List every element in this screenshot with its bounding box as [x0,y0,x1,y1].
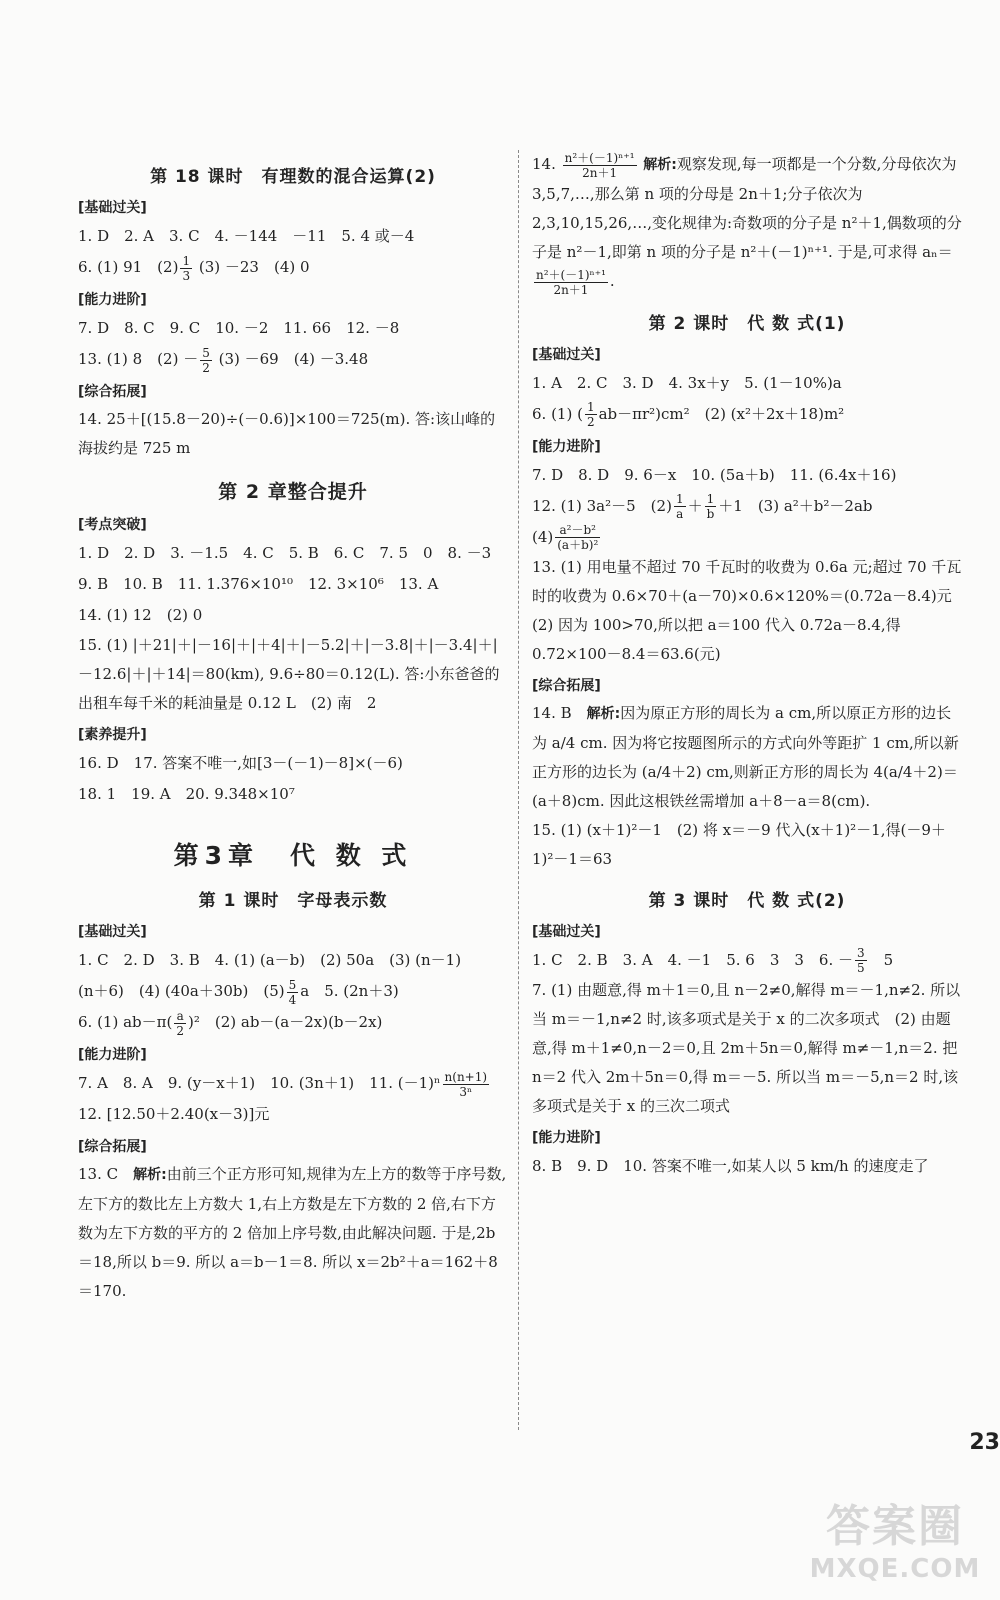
lesson-1-title: 第 1 课时 字母表示数 [198,891,388,911]
answer-line: 6. (1) ( $\frac{1}{2}$ ab－πr²)cm² (2) (x²＋2x＋18)m² [532,400,845,429]
section-basic: [基础过关] [532,923,601,940]
section-basic: [基础过关] [532,346,601,363]
section-extension: [综合拓展] [78,384,147,400]
chapter-3-title: 第3章 代 数 式 [173,841,413,870]
answer-paragraph: 15. (1) |＋21|＋|－16|＋|＋4|＋|－5.2|＋|－3.8|＋|－3.4|＋|－12.6|＋|＋14|＝80(km), 9.6÷80＝0.12(L). 答:小东爸爸的出租车每千米的耗油量是 0.12 L (2) 南 2 [78,636,500,712]
left-column [78,150,508,1306]
answer-line: 1. A 2. C 3. D 4. 3x＋y 5. (1－10%)a [532,373,842,392]
fraction: $\frac{1}{3}$ [182,253,191,283]
answer-line: 1. D 2. A 3. C 4. －144 －11 5. 4 或－4 [78,227,415,245]
answer-paragraph: 14. $\frac{\text{n²＋(－1)ⁿ⁺¹}}{2n+1}$ 解析:观察发现,每一项都是一个分数,分母依次为 3,5,7,…,那么第 n 项的分母是 2n＋1;分子依次为 2,3,10,15,26,…,变化规律为:奇数项的分子是 n²＋1,偶数项的分子是 n²－1,即第 n 项的分子是 n²＋(－1)ⁿ⁺¹. 于是,可求得 aₙ＝ $\frac{\text{n²＋(－1)ⁿ⁺¹}}{2n+1}$ . [532,150,962,297]
fraction: $\frac{a}{2}$ [176,1008,184,1038]
page-number: 23 [969,1430,1000,1455]
section-extension: [综合拓展] [78,1139,147,1155]
answer-line: (n＋6) (4) (40a＋30b) (5) $\frac{5}{4}$ a 5. (2n＋3) [78,977,399,1007]
answer-paragraph: 13. (1) 用电量不超过 70 千瓦时的收费为 0.6a 元;超过 70 千瓦时的收费为 0.6×70＋(a－70)×0.6×120%＝(0.72a－8.4)元 (2) 因为 100>70,所以把 a＝100 代入 0.72a－8.4,得 0.72×100－8.4＝63.6(元) [532,557,967,663]
lesson-2-title: 第 2 课时 代 数 式(1) [648,313,846,334]
answer-line: 8. B 9. D 10. 答案不唯一,如某人以 5 km/h 的速度走了 [532,1156,929,1175]
answer-line: 1. D 2. D 3. －1.5 4. C 5. B 6. C 7. 5 0 8. －3 [78,544,492,562]
fraction: $\frac{5}{2}$ [202,345,210,375]
answer-paragraph: 14. B 解析:因为原正方形的周长为 a cm,所以原正方形的边长为 a/4 cm. 因为将它按题图所示的方式向外等距扩 1 cm,所以新正方形的边长为 (a/4＋2) cm,则新正方形的周长为 4(a/4＋2)＝(a＋8)cm. 因此这根铁丝需增加 a＋8－a＝8(cm). [532,703,959,810]
column-divider [518,150,519,1430]
lesson-3-title: 第 3 课时 代 数 式(2) [648,890,846,911]
fraction: $\frac{\text{a²－b²}}{\text{(a＋b)²}}$ [557,523,599,552]
fraction: $\frac{5}{4}$ [288,977,297,1007]
section-advanced: [能力进阶] [532,438,601,455]
answer-line: 13. (1) 8 (2) － $\frac{5}{2}$ (3) －69 (4) －3.48 [78,345,369,375]
answer-line: 14. (1) 12 (2) 0 [78,606,203,624]
answer-paragraph: 7. (1) 由题意,得 m＋1＝0,且 n－2≠0,解得 m＝－1,n≠2. 所以当 m＝－1,n≠2 时,该多项式是关于 x 的二次多项式 (2) 由题意,得 m＋1≠0,n－2＝0,且 2m＋5n＝0,解得 m≠－1,n＝2. 把 n＝2 代入 2m＋5n＝0,得 m＝－5. 所以当 m＝－5,n＝2 时,该多项式是关于 x 的三次二项式 [532,980,961,1115]
section-basic: [基础过关] [78,200,147,216]
right-column [532,150,967,1182]
answer-line: 1. C 2. B 3. A 4. －1 5. 6 3 3 6. － $\frac{3}{5}$ 5 [532,946,894,975]
section-advanced: [能力进阶] [532,1129,601,1146]
answer-line: 12. (1) 3a²－5 (2) $\frac{1}{a}$ ＋ $\frac{1}{b}$ ＋1 (3) a²＋b²－2ab [532,492,873,521]
fraction: $\frac{n(n+1)}{\text{3ⁿ}}$ [444,1069,488,1099]
answer-paragraph: 14. 25＋[(15.8－20)÷(－0.6)]×100＝725(m). 答:该山峰的海拔约是 725 m [78,410,496,457]
fraction: $\frac{3}{5}$ [857,946,865,975]
answer-line: 1. C 2. D 3. B 4. (1) (a－b) (2) 50a (3) (n－1) [78,951,462,969]
answer-line: 6. (1) 91 (2) $\frac{1}{3}$ (3) －23 (4) 0 [78,253,310,283]
answer-line: 6. (1) ab－π( $\frac{a}{2}$ )² (2) ab－(a－2x)(b－2x) [78,1008,383,1038]
section-basic: [基础过关] [78,924,147,940]
lesson-18-title: 第 18 课时 有理数的混合运算(2) [150,167,436,187]
answer-paragraph: 15. (1) (x＋1)²－1 (2) 将 x＝－9 代入(x＋1)²－1,得(－9＋1)²－1＝63 [532,820,946,868]
section-literacy: [素养提升] [78,727,147,743]
answer-line: 12. [12.50＋2.40(x－3)]元 [78,1105,270,1123]
fraction: $\frac{1}{b}$ [706,492,715,521]
section-advanced: [能力进阶] [78,1047,147,1063]
fraction: $\frac{1}{a}$ [675,492,684,521]
fraction: $\frac{\text{n²＋(－1)ⁿ⁺¹}}{2n+1}$ [536,267,606,297]
watermark: 答案圈 MXQE.COM [809,1501,981,1584]
answer-line: 18. 1 19. A 20. 9.348×10⁷ [78,785,295,803]
section-advanced: [能力进阶] [78,292,147,308]
answer-line: 7. A 8. A 9. (y－x＋1) 10. (3n＋1) 11. (－1)ⁿ $\frac{n(n+1)}{\text{3ⁿ}}$ [78,1069,488,1099]
section-extension: [综合拓展] [532,677,601,694]
answer-paragraph: 13. C 解析:由前三个正方形可知,规律为左上方的数等于序号数,左下方的数比左上方数大 1,右上方数是左下方数的 2 倍,右下方数为左下方数的平方的 2 倍加上序号数,由此解决问题. 于是,2b＝18,所以 b＝9. 所以 a＝b－1＝8. 所以 x＝2b²＋a＝162＋8＝170. [78,1165,507,1300]
answer-line: 16. D 17. 答案不唯一,如[3－(－1)－8]×(－6) [78,754,403,772]
answer-line: 7. D 8. C 9. C 10. －2 11. 66 12. －8 [78,319,400,337]
chapter-2-summary-title: 第 2 章整合提升 [218,481,368,503]
fraction: $\frac{\text{n²＋(－1)ⁿ⁺¹}}{2n+1}$ [564,150,635,180]
answer-line: 7. D 8. D 9. 6－x 10. (5a＋b) 11. (6.4x＋16) [532,465,897,484]
answer-line: 9. B 10. B 11. 1.376×10¹⁰ 12. 3×10⁶ 13. A [78,575,439,593]
fraction: $\frac{1}{2}$ [586,400,595,429]
answer-line: (4) $\frac{\text{a²－b²}}{\text{(a＋b)²}}$ [532,523,599,552]
section-key-points: [考点突破] [78,517,147,533]
